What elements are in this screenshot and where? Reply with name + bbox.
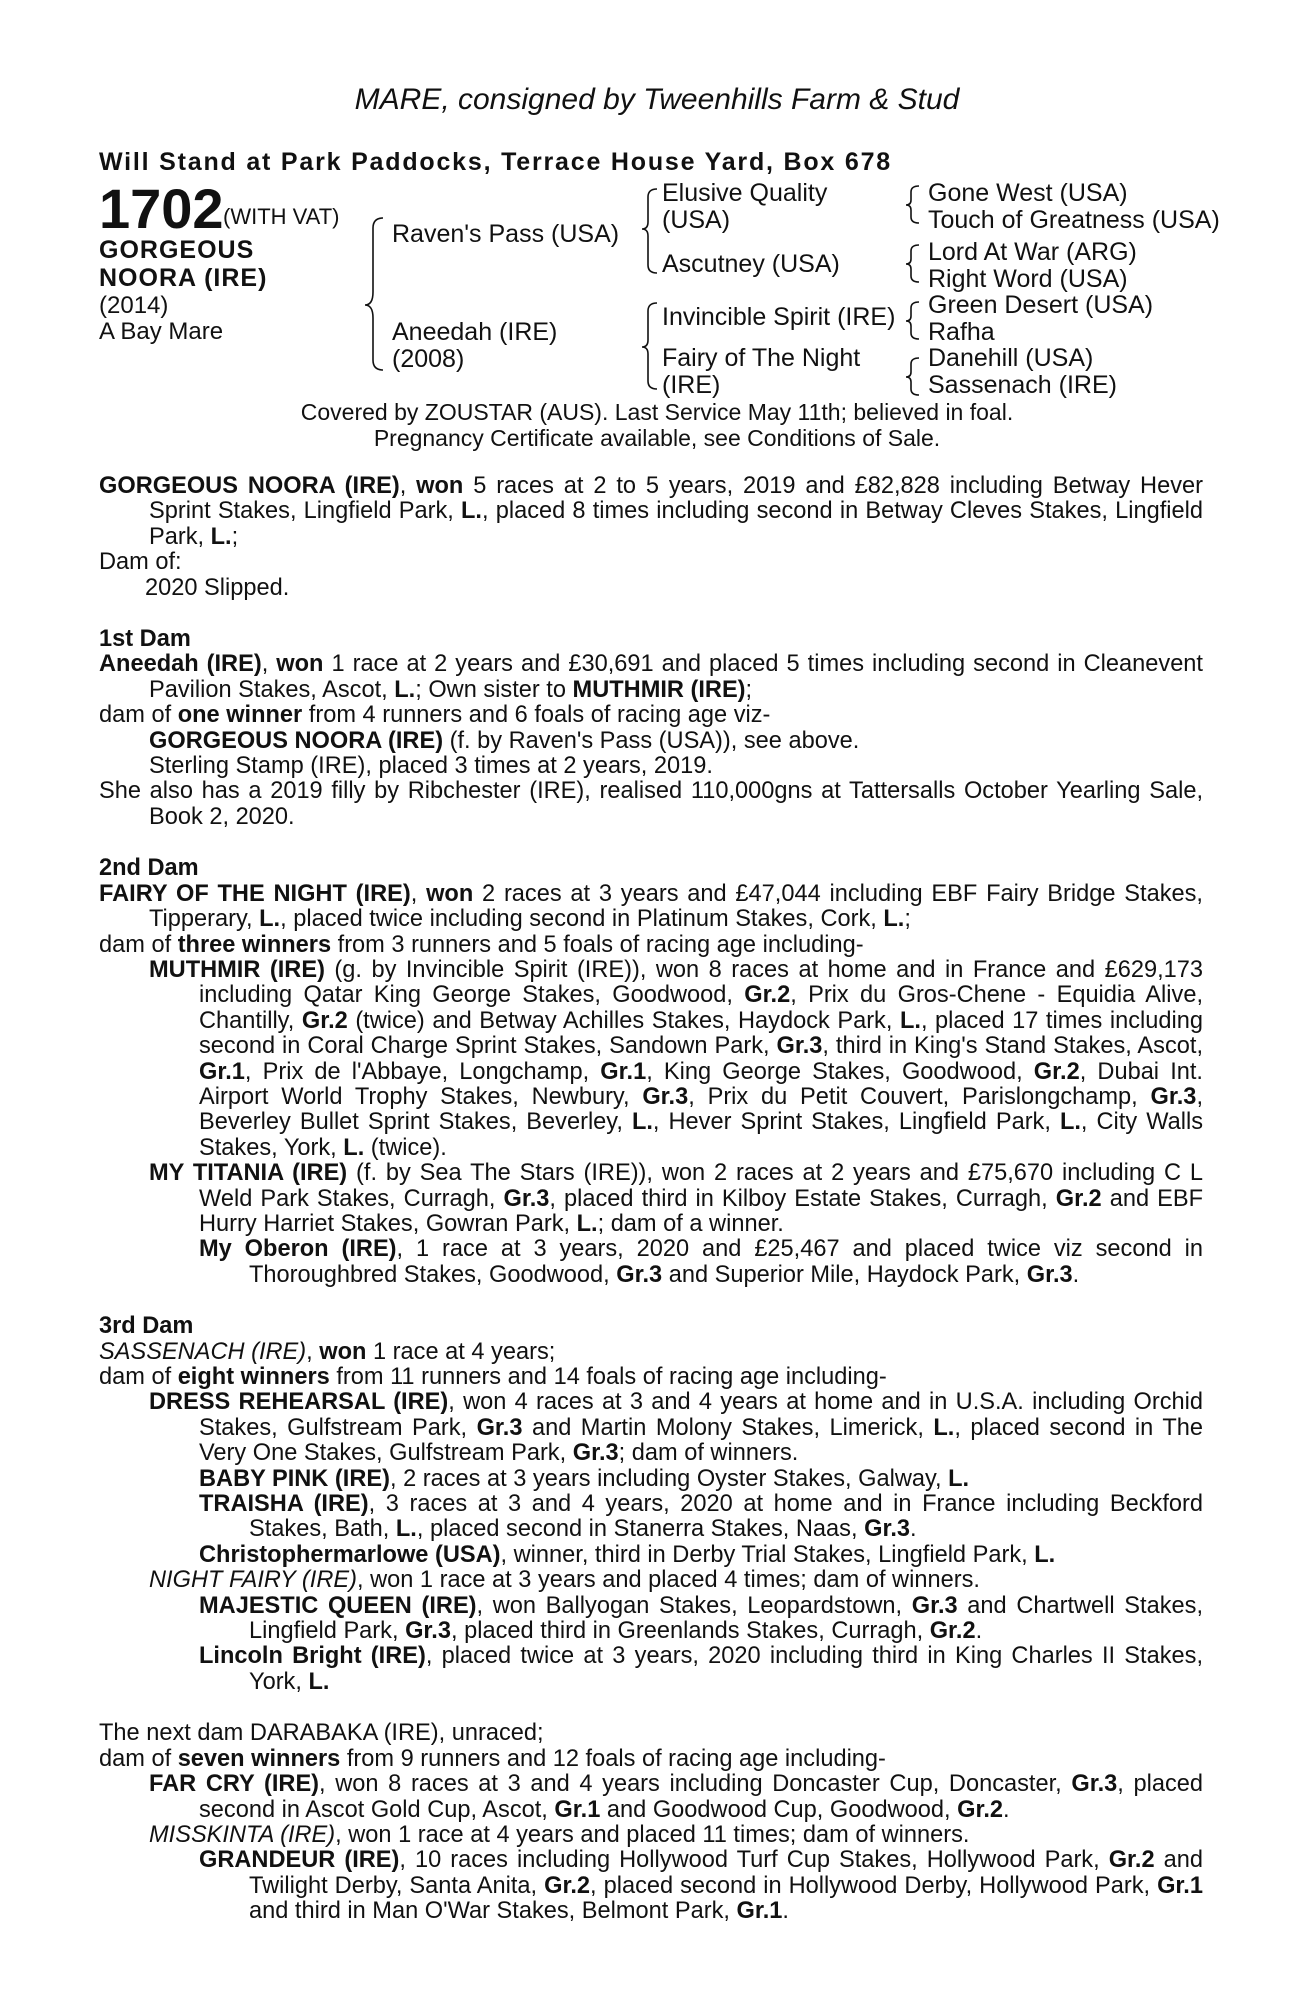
- third-dam-paragraph: SASSENACH (IRE), won 1 race at 4 years;: [99, 1338, 556, 1365]
- next-dam-line: The next dam DARABAKA (IRE), unraced;: [99, 1720, 544, 1747]
- second-dam-foal: MY TITANIA (IRE) (f. by Sea The Stars (IRE)), won 2 races at 2 years and £75,670 including C L Weld Park Stakes, Curragh, Gr.3, placed third in Kilboy Estate Stakes, Curragh, Gr.2 and EBF Hurry Harriet Stakes, Gowran Park, L.; dam of a winner.: [149, 1160, 1204, 1237]
- pregnancy-note: Pregnancy Certificate available, see Conditions of Sale.: [373, 425, 941, 451]
- catalogue-body: [99, 474, 1203, 1925]
- second-dam-paragraph: FAIRY OF THE NIGHT (IRE), won 2 races at 3 years and £47,044 including EBF Fairy Bridge Stakes, Tipperary, L., placed twice including second in Platinum Stakes, Cork, L.;: [99, 880, 1203, 933]
- third-dam-grandfoal: Christophermarlowe (USA), winner, third in Derby Trial Stakes, Lingfield Park, L.: [199, 1541, 1056, 1568]
- next-dam-foal: MISSKINTA (IRE), won 1 race at 4 years and placed 11 times; dam of winners.: [149, 1821, 970, 1848]
- pedigree-dsd: Rafha: [928, 318, 995, 346]
- pedigree-dam-dam: Fairy of The Night: [662, 344, 861, 372]
- main-horse-paragraph: GORGEOUS NOORA (IRE), won 5 races at 2 to 5 years, 2019 and £82,828 including Betway Hever Sprint Stakes, Lingfield Park, L., placed 8 times including second in Betway Cleves Stakes, Lingfield Park, L.;: [99, 473, 1203, 550]
- third-dam-foal: DRESS REHEARSAL (IRE), won 4 races at 3 and 4 years at home and in U.S.A. including Orchid Stakes, Gulfstream Park, Gr.3 and Martin Molony Stakes, Limerick, L., placed second in The Very One Stakes, Gulfstream Park, Gr.3; dam of winners.: [149, 1389, 1203, 1467]
- third-dam-grandfoal: BABY PINK (IRE), 2 races at 3 years including Oyster Stakes, Galway, L.: [199, 1465, 970, 1492]
- lot-number: 1702: [99, 177, 224, 240]
- next-dam-foal: FAR CRY (IRE), won 8 races at 3 and 4 years including Doncaster Cup, Doncaster, Gr.3, placed second in Ascot Gold Cup, Ascot, Gr.1 and Goodwood Cup, Goodwood, Gr.2.: [149, 1771, 1204, 1823]
- pedigree-sire-sire: Elusive Quality: [662, 179, 828, 207]
- produce-record: 2020 Slipped.: [145, 574, 290, 601]
- first-dam-foal: GORGEOUS NOORA (IRE) (f. by Raven's Pass (USA)), see above.: [149, 727, 860, 754]
- pedigree-dam-sire: Invincible Spirit (IRE): [662, 303, 896, 331]
- second-dam-heading: 2nd Dam: [99, 855, 199, 882]
- next-dam-grandfoal: GRANDEUR (IRE), 10 races including Hollywood Turf Cup Stakes, Hollywood Park, Gr.2 and Twilight Derby, Santa Anita, Gr.2, placed second in Hollywood Derby, Hollywood Park, Gr.1 and third in Man O'War Stakes, Belmont Park, Gr.1.: [199, 1847, 1204, 1925]
- horse-description: A Bay Mare: [99, 318, 224, 345]
- pedigree-sire: Raven's Pass (USA): [392, 220, 620, 248]
- pedigree-ddd: Sassenach (IRE): [928, 371, 1117, 399]
- foaling-year: (2014): [99, 292, 169, 319]
- pedigree-dam-dam-country: (IRE): [662, 371, 721, 399]
- third-dam-grandfoal: TRAISHA (IRE), 3 races at 3 and 4 years, 2020 at home and in France including Beckford Stakes, Bath, L., placed second in Stanerra Stakes, Naas, Gr.3.: [199, 1491, 1203, 1543]
- first-dam-paragraph: Aneedah (IRE), won 1 race at 2 years and £30,691 and placed 5 times including second in Cleanevent Pavilion Stakes, Ascot, L.; Own sister to MUTHMIR (IRE);: [99, 651, 1203, 703]
- pedigree-dam-name: Aneedah (IRE): [392, 318, 558, 346]
- pedigree-dds: Danehill (USA): [928, 344, 1094, 372]
- pedigree-ssd: Touch of Greatness (USA): [928, 206, 1220, 234]
- vat-note: (WITH VAT): [223, 204, 340, 229]
- third-dam-heading: 3rd Dam: [99, 1313, 194, 1340]
- pedigree-sds: Lord At War (ARG): [928, 238, 1137, 266]
- third-dam-grandfoal: Lincoln Bright (IRE), placed twice at 3 years, 2020 including third in King Charles II Stakes, York, L.: [199, 1643, 1203, 1695]
- pedigree-sire-dam: Ascutney (USA): [662, 250, 840, 278]
- stand-location: Will Stand at Park Paddocks, Terrace House Yard, Box 678: [99, 148, 892, 176]
- first-dam-produce: dam of one winner from 4 runners and 6 foals of racing age viz-: [99, 702, 771, 729]
- first-dam-note: She also has a 2019 filly by Ribchester (IRE), realised 110,000gns at Tattersalls October Yearling Sale, Book 2, 2020.: [99, 778, 1203, 830]
- covering-note: Covered by ZOUSTAR (AUS). Last Service May 11th; believed in foal.: [300, 399, 1014, 425]
- first-dam-foal: Sterling Stamp (IRE), placed 3 times at 2 years, 2019.: [149, 753, 713, 780]
- dam-of-label: Dam of:: [99, 549, 182, 576]
- third-dam-foal: NIGHT FAIRY (IRE), won 1 race at 3 years and placed 4 times; dam of winners.: [149, 1567, 980, 1594]
- first-dam-heading: 1st Dam: [99, 626, 191, 653]
- second-dam-grandfoal: My Oberon (IRE), 1 race at 3 years, 2020 and £25,467 and placed twice viz second in Thoroughbred Stakes, Goodwood, Gr.3 and Superior Mile, Haydock Park, Gr.3.: [199, 1236, 1203, 1288]
- pedigree-sss: Gone West (USA): [928, 179, 1128, 207]
- horse-name: GORGEOUS NOORA (IRE): [99, 473, 400, 499]
- page-title: MARE, consigned by Tweenhills Farm & Stud: [354, 83, 960, 116]
- third-dam-grandfoal: MAJESTIC QUEEN (IRE), won Ballyogan Stakes, Leopardstown, Gr.3 and Chartwell Stakes, Lingfield Park, Gr.3, placed third in Greenlands Stakes, Curragh, Gr.2.: [199, 1592, 1203, 1645]
- third-dam-produce: dam of eight winners from 11 runners and 14 foals of racing age including-: [99, 1364, 887, 1390]
- second-dam-foal: MUTHMIR (IRE) (g. by Invincible Spirit (IRE)), won 8 races at home and in France and £629,173 including Qatar King George Stakes, Goodwood, Gr.2, Prix du Gros-Chene - Equidia Alive, Chantilly, Gr.2 (twice) and Betway Achilles Stakes, Haydock Park, L., placed 17 times including second in Coral Charge Sprint Stakes, Sandown Park, Gr.3, third in King's Stand Stakes, Ascot, Gr.1, Prix de l'Abbaye, Longchamp, Gr.1, King George Stakes, Goodwood, Gr.2, Dubai Int. Airport World Trophy Stakes, Newbury, Gr.3, Prix du Petit Couvert, Parislongchamp, Gr.3, Beverley Bullet Sprint Stakes, Beverley, L., Hever Sprint Stakes, Lingfield Park, L., City Walls Stakes, York, L. (twice).: [149, 956, 1204, 1161]
- second-dam-produce: dam of three winners from 3 runners and 5 foals of racing age including-: [99, 931, 864, 958]
- horse-name-line1: GORGEOUS: [99, 236, 255, 264]
- horse-name-line2: NOORA (IRE): [99, 264, 268, 292]
- pedigree-sire-sire-country: (USA): [662, 206, 731, 234]
- pedigree-dss: Green Desert (USA): [928, 291, 1154, 319]
- pedigree-dam-year: (2008): [392, 345, 465, 373]
- pedigree-sdd: Right Word (USA): [928, 265, 1128, 293]
- next-dam-produce: dam of seven winners from 9 runners and 12 foals of racing age including-: [99, 1745, 886, 1772]
